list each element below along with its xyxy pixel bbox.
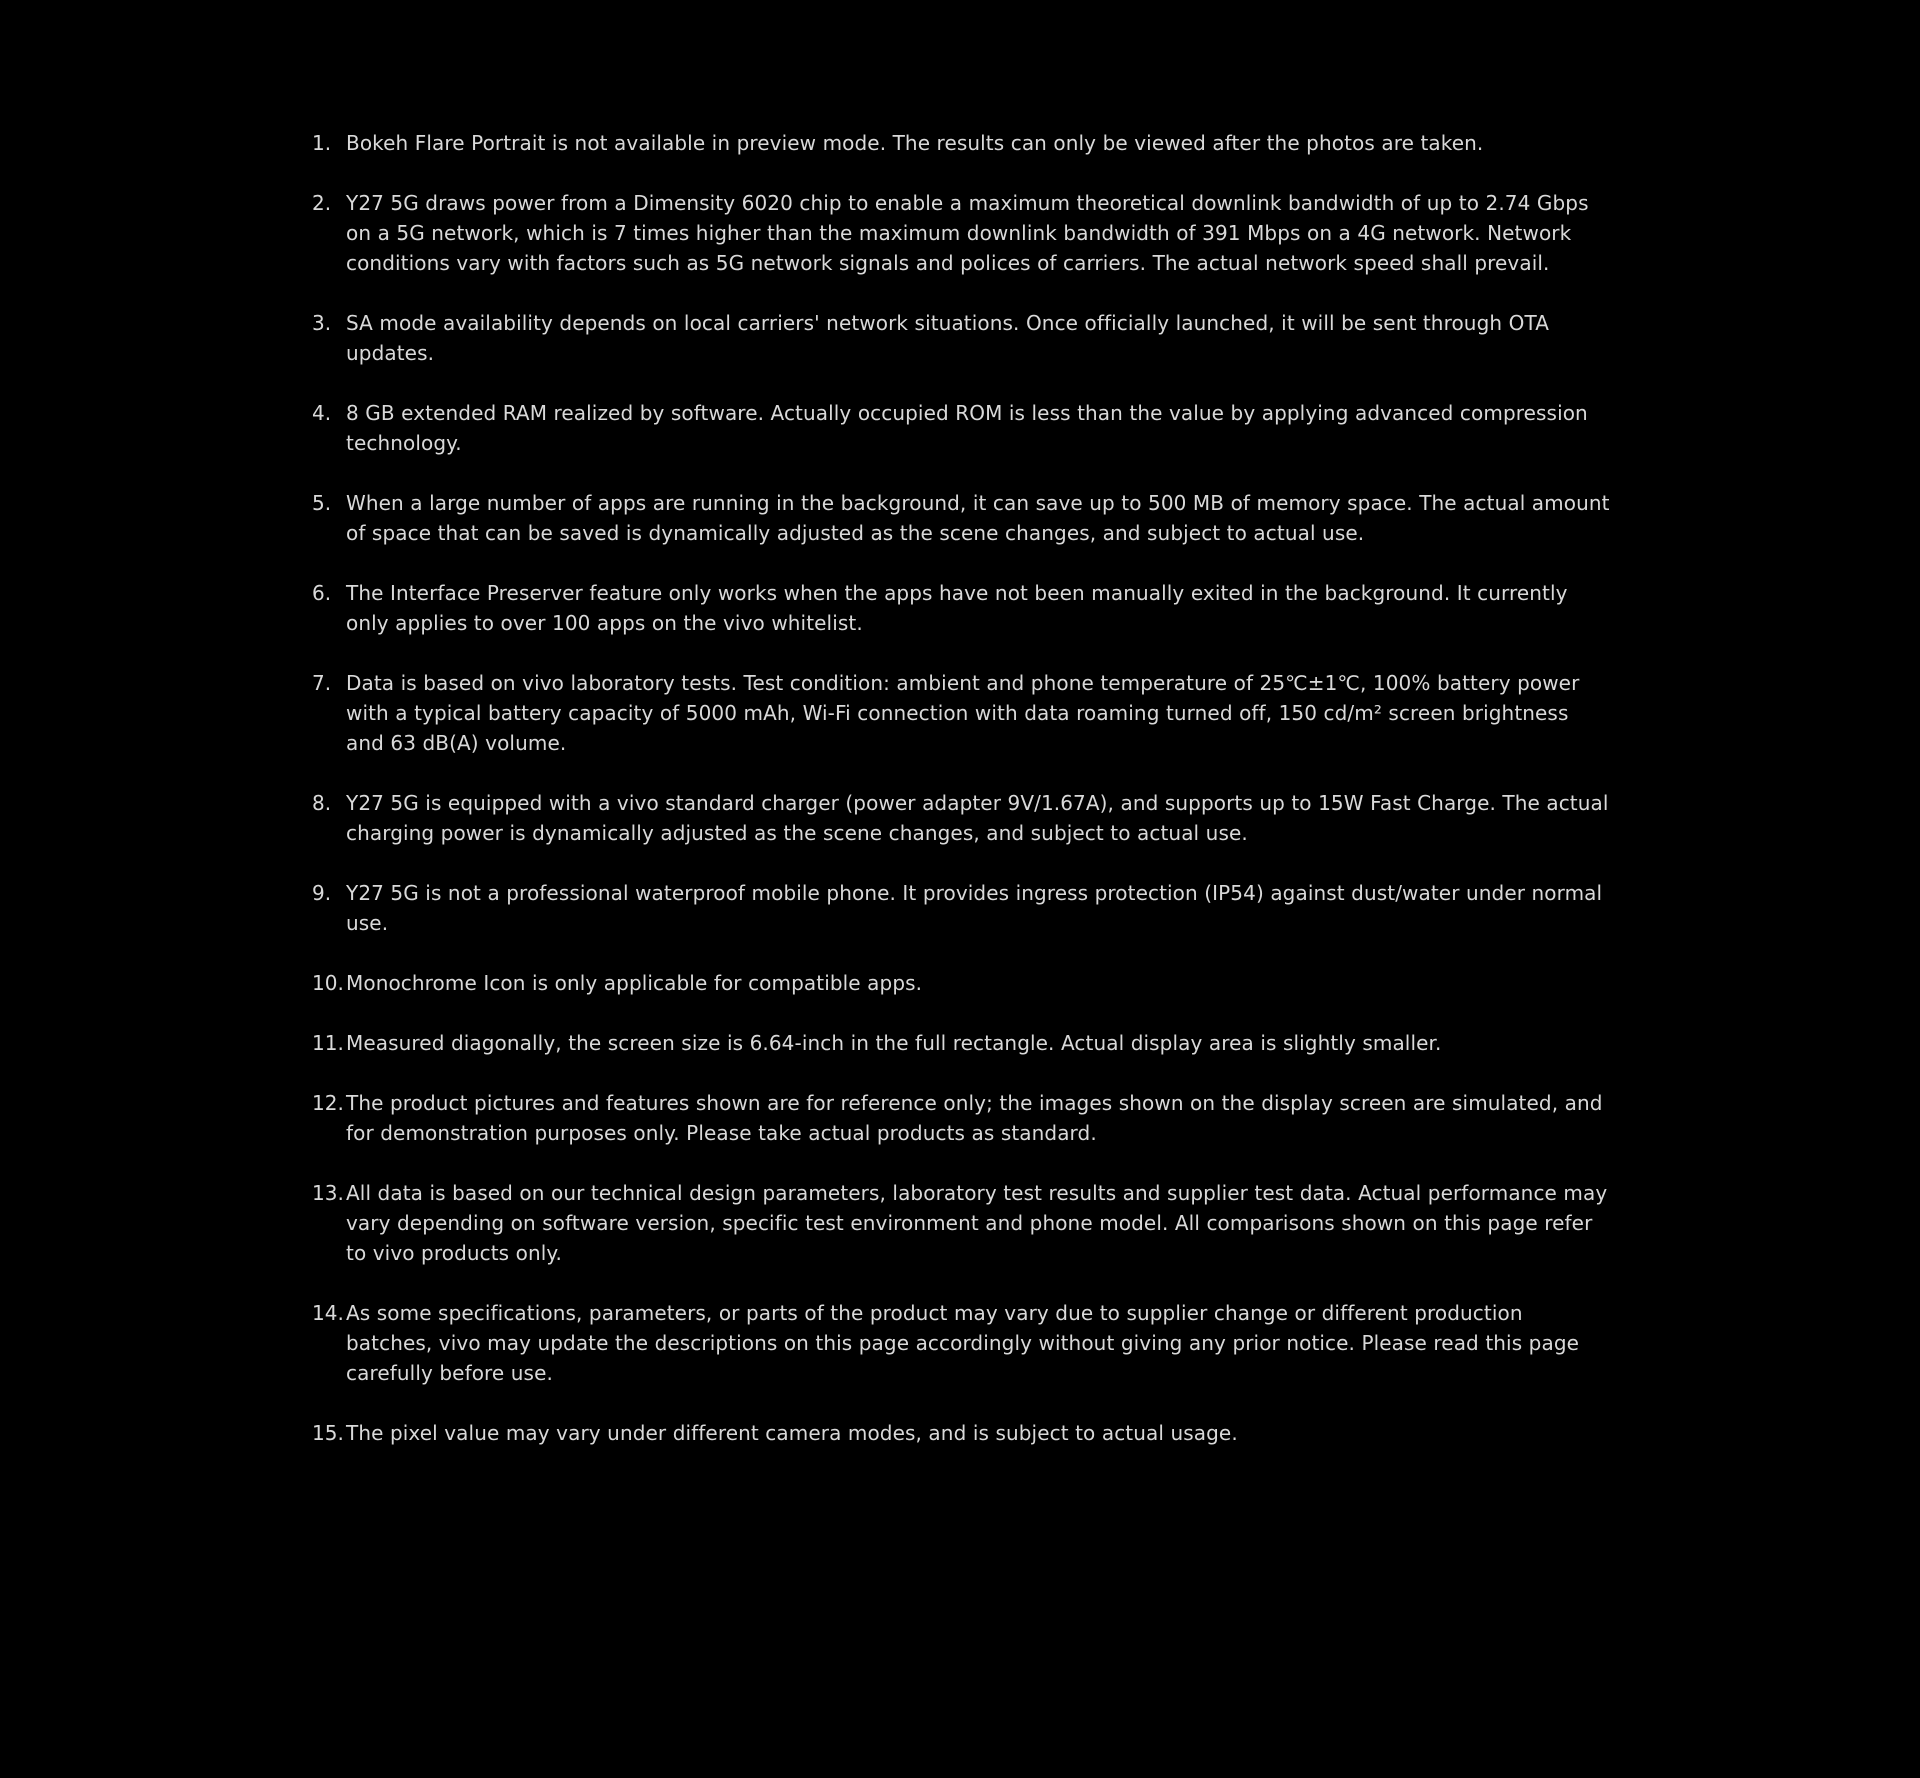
item-number: 13.	[312, 1181, 344, 1205]
item-text: Monochrome Icon is only applicable for compatible apps.	[346, 971, 923, 995]
item-text: Data is based on vivo laboratory tests. Test condition: ambient and phone temperature of 25℃±1℃, 100% battery power with a typical battery capacity of 5000 mAh, Wi-Fi connection with data roaming turned off, 150 cd/m² screen brightness and 63 dB(A) volume.	[346, 671, 1580, 755]
item-number: 14.	[312, 1301, 344, 1325]
item-number: 3.	[312, 311, 332, 335]
item-text: When a large number of apps are running in the background, it can save up to 500 MB of memory space. The actual amount of space that can be saved is dynamically adjusted as the scene changes, and subject to actual use.	[346, 491, 1610, 545]
item-text: All data is based on our technical design parameters, laboratory test results and supplier test data. Actual performance may vary depending on software version, specific test environment and phone model. All comparisons shown on this page refer to vivo products only.	[346, 1181, 1608, 1265]
disclaimer-item-8	[312, 788, 1612, 848]
disclaimer-item-4	[312, 398, 1612, 458]
item-number: 9.	[312, 881, 332, 905]
item-text: Y27 5G is equipped with a vivo standard charger (power adapter 9V/1.67A), and supports up to 15W Fast Charge. The actual charging power is dynamically adjusted as the scene changes, and subject to actual use.	[346, 791, 1609, 845]
item-text: Measured diagonally, the screen size is 6.64-inch in the full rectangle. Actual display area is slightly smaller.	[346, 1031, 1442, 1055]
disclaimer-item-12	[312, 1088, 1612, 1148]
item-text: The Interface Preserver feature only works when the apps have not been manually exited in the background. It currently only applies to over 100 apps on the vivo whitelist.	[346, 581, 1568, 635]
item-text: Y27 5G draws power from a Dimensity 6020 chip to enable a maximum theoretical downlink bandwidth of up to 2.74 Gbps on a 5G network, which is 7 times higher than the maximum downlink bandwidth of 391 Mbps on a 4G network. Network conditions vary with factors such as 5G network signals and polices of carriers. The actual network speed shall prevail.	[346, 191, 1589, 275]
disclaimer-item-5	[312, 488, 1612, 548]
item-text: SA mode availability depends on local carriers' network situations. Once officially launched, it will be sent through OTA updates.	[346, 311, 1549, 365]
disclaimer-list	[312, 128, 1612, 1478]
item-number: 5.	[312, 491, 332, 515]
item-text: Y27 5G is not a professional waterproof mobile phone. It provides ingress protection (IP54) against dust/water under normal use.	[346, 881, 1603, 935]
item-number: 2.	[312, 191, 332, 215]
disclaimer-item-15	[312, 1418, 1612, 1448]
item-number: 11.	[312, 1031, 344, 1055]
disclaimer-item-3	[312, 308, 1612, 368]
item-text: The pixel value may vary under different camera modes, and is subject to actual usage.	[346, 1421, 1238, 1445]
item-text: Bokeh Flare Portrait is not available in preview mode. The results can only be viewed after the photos are taken.	[346, 131, 1484, 155]
disclaimer-item-2	[312, 188, 1612, 278]
disclaimer-item-11	[312, 1028, 1612, 1058]
item-number: 7.	[312, 671, 332, 695]
item-number: 1.	[312, 131, 332, 155]
item-text: As some specifications, parameters, or parts of the product may vary due to supplier change or different production batches, vivo may update the descriptions on this page accordingly without giving any prior notice. Please read this page carefully before use.	[346, 1301, 1580, 1385]
disclaimer-item-10	[312, 968, 1612, 998]
disclaimer-item-7	[312, 668, 1612, 758]
item-number: 4.	[312, 401, 332, 425]
item-number: 12.	[312, 1091, 344, 1115]
item-number: 8.	[312, 791, 332, 815]
item-text: 8 GB extended RAM realized by software. Actually occupied ROM is less than the value by applying advanced compression technology.	[346, 401, 1588, 455]
item-number: 15.	[312, 1421, 344, 1445]
disclaimer-item-13	[312, 1178, 1612, 1268]
disclaimer-item-1	[312, 128, 1612, 158]
disclaimer-item-9	[312, 878, 1612, 938]
item-number: 10.	[312, 971, 344, 995]
item-text: The product pictures and features shown are for reference only; the images shown on the display screen are simulated, and for demonstration purposes only. Please take actual products as standard.	[346, 1091, 1603, 1145]
disclaimer-item-14	[312, 1298, 1612, 1388]
disclaimer-item-6	[312, 578, 1612, 638]
item-number: 6.	[312, 581, 332, 605]
